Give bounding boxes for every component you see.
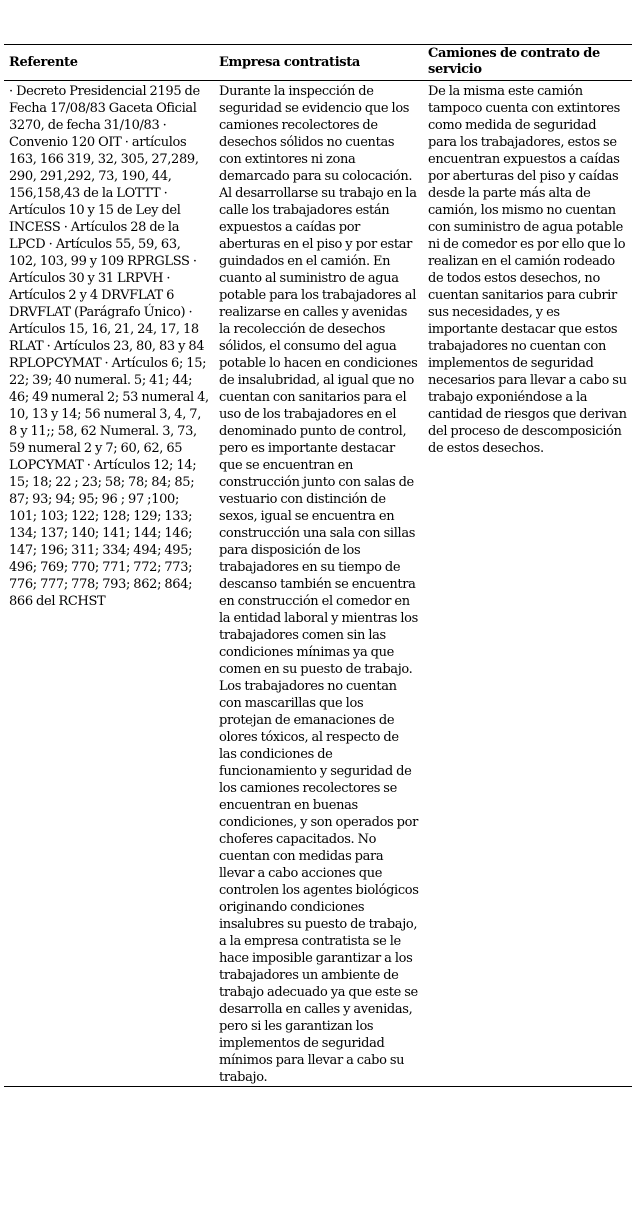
header-camiones-contrato: Camiones de contrato de servicio — [428, 46, 600, 77]
cell-camiones-contrato: De la misma este camión tampoco cuenta con extintores como medida de seguridad para los trabajadores, estos se encuentran expuestos a caídas por aberturas del piso y caídas desde la parte más alta de camión, los mismo no cuentan con suministro de agua potable ni de comedor es por ello que lo realizan en el camión rodeado de todos estos desechos, no cuentan sanitarios para cubrir sus necesidades, y es importante destacar que estos trabajadores no cuentan con implementos de seguridad necesarios para llevar a cabo su trabajo exponiéndose a la cantidad de riesgos que derivan del proceso de descomposición de estos desechos. — [428, 84, 627, 456]
table-header — [4, 45, 632, 81]
header-empresa-contratista: Empresa contratista — [219, 55, 360, 70]
table-body — [4, 81, 632, 1087]
header-row — [4, 45, 632, 81]
header-referente: Referente — [9, 55, 78, 70]
inspection-table — [4, 44, 632, 1087]
cell-referente: · Decreto Presidencial 2195 de Fecha 17/08/83 Gaceta Oficial 3270, de fecha 31/10/83 · Convenio 120 OIT · artículos 163, 166 319, 32, 305, 27,289, 290, 291,292, 73, 190, 44, 156,158,43 de la LOTTT · Artículos 10 y 15 de Ley del INCESS · Artículos 28 de la LPCD · Artículos 55, 59, 63, 102, 103, 99 y 109 RPRGLSS · Artículos 30 y 31 LRPVH · Artículos 2 y 4 DRVFLAT 6 DRVFLAT (Parágrafo Único) · Artículos 15, 16, 21, 24, 17, 18 RLAT · Artículos 23, 80, 83 y 84 RPLOPCYMAT · Artículos 6; 15; 22; 39; 40 numeral. 5; 41; 44; 46; 49 numeral 2; 53 numeral 4, 10, 13 y 14; 56 numeral 3, 4, 7, 8 y 11;; 58, 62 Numeral. 3, 73, 59 numeral 2 y 7; 60, 62, 65 LOPCYMAT · Artículos 12; 14; 15; 18; 22 ; 23; 58; 78; 84; 85; 87; 93; 94; 95; 96 ; 97 ;100; 101; 103; 122; 128; 129; 133; 134; 137; 140; 141; 144; 146; 147; 196; 311; 334; 494; 495; 496; 769; 770; 771; 772; 773; 776; 777; 778; 793; 862; 864; 866 del RCHST — [9, 84, 209, 609]
cell-empresa-contratista: Durante la inspección de seguridad se evidencio que los camiones recolectores de desechos sólidos no cuentas con extintores ni zona demarcado para su colocación. Al desarrollarse su trabajo en la calle los trabajadores están expuestos a caídas por aberturas en el piso y por estar guindados en el camión. En cuanto al suministro de agua potable para los trabajadores al realizarse en calles y avenidas la recolección de desechos sólidos, el consumo del agua potable lo hacen en condiciones de insalubridad, al igual que no cuentan con sanitarios para el uso de los trabajadores en el denominado punto de control, pero es importante destacar que se encuentran en construcción junto con salas de vestuario con distinción de sexos, igual se encuentra en construcción una sala con sillas para disposición de los trabajadores en su tiempo de descanso también se encuentra en construcción el comedor en la entidad laboral y mientras los trabajadores comen sin las condiciones mínimas ya que comen en su puesto de trabajo. Los trabajadores no cuentan con mascarillas que los protejan de emanaciones de olores tóxicos, al respecto de las condiciones de funcionamiento y seguridad de los camiones recolectores se encuentran en buenas condiciones, y son operados por choferes capacitados. No cuentan con medidas para llevar a cabo acciones que controlen los agentes biológicos originando condiciones insalubres su puesto de trabajo, a la empresa contratista se le hace imposible garantizar a los trabajadores un ambiente de trabajo adecuado ya que este se desarrolla en calles y avenidas, pero si les garantizan los implementos de seguridad mínimos para llevar a cabo su trabajo. — [219, 84, 419, 1085]
table-row — [4, 81, 632, 1087]
